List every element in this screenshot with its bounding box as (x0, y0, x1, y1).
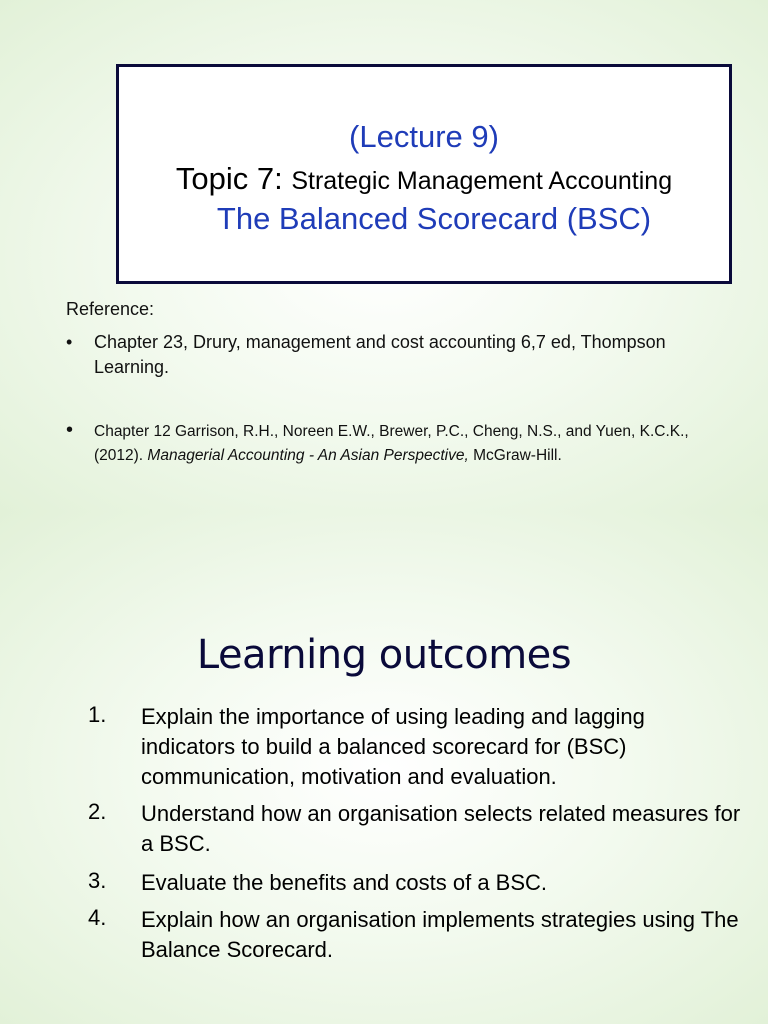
reference-label: Reference: (66, 299, 155, 319)
list-item-text: Evaluate the benefits and costs of a BSC. (141, 870, 548, 895)
reference-2-text: Chapter 12 Garrison, R.H., Noreen E.W., Brewer, P.C., Cheng, N.S., and Yuen, K.C.K., (2012). (94, 423, 689, 464)
list-item-number: 3. (88, 868, 107, 893)
slide-subtitle: The Balanced Scorecard (BSC) (216, 201, 652, 236)
topic-line (119, 161, 729, 197)
reference-item-2 (94, 420, 724, 467)
list-item-text: Understand how an organisation selects related measures for a BSC. (141, 801, 741, 856)
list-item-text: Explain how an organisation implements strategies using The Balance Scorecard. (141, 907, 739, 962)
slide-2 (0, 512, 768, 1024)
title-box (116, 64, 732, 284)
list-item-number: 1. (88, 702, 107, 727)
bullet-1: • (66, 332, 73, 352)
list-item-number: 2. (88, 799, 107, 824)
reference-2-publisher: McGraw-Hill. (468, 446, 562, 464)
list-item-text: Explain the importance of using leading and lagging indicators to build a balanced scorecard for (BSC) communication, motivation and evaluation. (141, 704, 645, 789)
reference-item-1: Chapter 23, Drury, management and cost accounting 6,7 ed, Thompson Learning. (94, 332, 666, 377)
list-item-number: 4. (88, 905, 107, 930)
learning-outcomes-title: Learning outcomes (196, 632, 572, 678)
reference-2-book-title: Managerial Accounting - An Asian Perspective, (147, 446, 469, 464)
bullet-2: • (66, 419, 74, 441)
lecture-number: (Lecture 9) (349, 119, 499, 154)
topic-prefix: Topic 7: (175, 161, 292, 196)
topic-text: Strategic Management Accounting (291, 167, 673, 195)
